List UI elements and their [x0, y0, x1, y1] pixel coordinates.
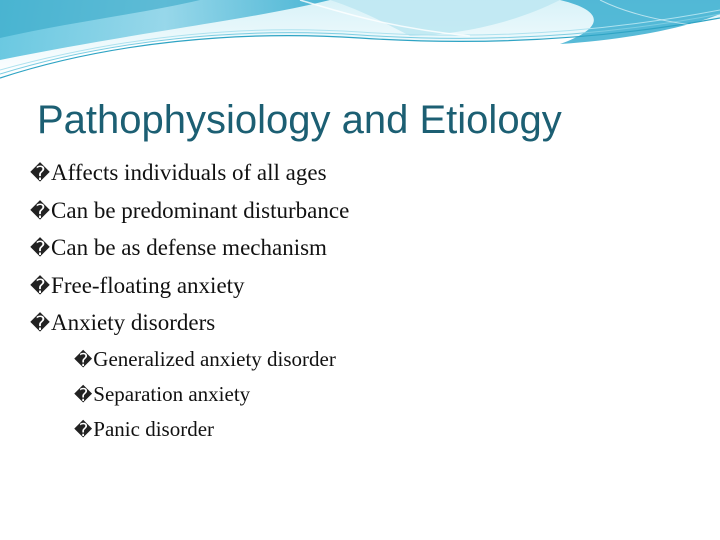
replacement-character-icon: � — [30, 274, 51, 298]
list-item-text: Can be as defense mechanism — [51, 235, 327, 260]
list-item — [30, 267, 700, 305]
sub-list-item — [30, 412, 700, 447]
list-item-text: Generalized anxiety disorder — [93, 346, 336, 371]
sub-list-item — [30, 342, 700, 377]
list-item-text: Can be predominant disturbance — [51, 197, 350, 223]
replacement-character-icon: � — [30, 162, 51, 185]
list-item-text: Free-floating anxiety — [51, 272, 245, 298]
replacement-character-icon: � — [30, 237, 51, 260]
bullet-list — [30, 154, 700, 447]
replacement-character-icon: � — [74, 349, 93, 371]
replacement-character-icon: � — [30, 199, 51, 223]
list-item-text: Panic disorder — [93, 416, 215, 441]
replacement-character-icon: � — [30, 312, 51, 335]
list-item — [30, 229, 700, 267]
list-item — [30, 154, 700, 192]
replacement-character-icon: � — [74, 419, 93, 441]
list-item-text: Separation anxiety — [93, 381, 251, 406]
replacement-character-icon: � — [74, 384, 93, 406]
list-item-text: Affects individuals of all ages — [51, 160, 327, 185]
list-item — [30, 304, 700, 342]
sub-list-item — [30, 377, 700, 412]
slide-title: Pathophysiology and Etiology — [37, 98, 562, 142]
list-item — [30, 192, 700, 230]
header-wave-decoration — [0, 0, 720, 90]
list-item-text: Anxiety disorders — [51, 310, 216, 335]
